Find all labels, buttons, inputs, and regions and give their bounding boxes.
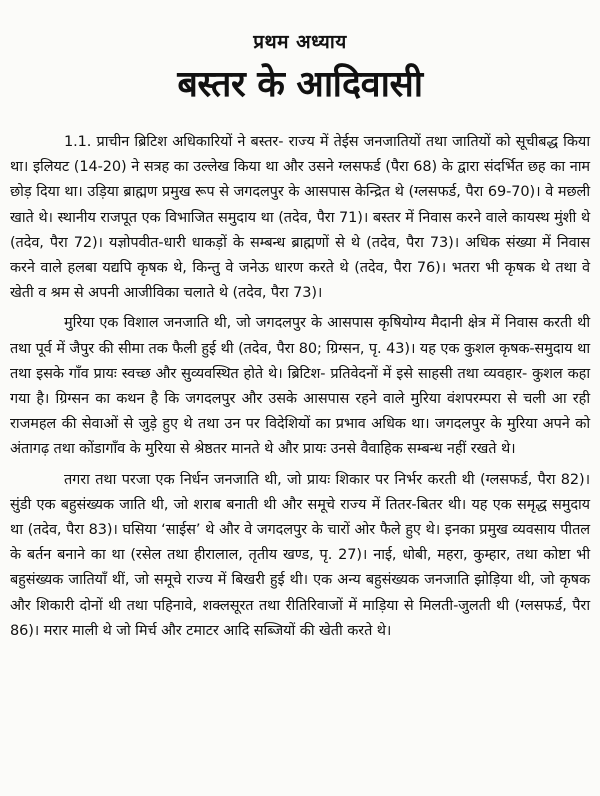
body-text [10,130,590,649]
chapter-label: प्रथम अध्याय [253,31,347,53]
paragraph-3: तगरा तथा परजा एक निर्धन जनजाति थी, जो प्रायः शिकार पर निर्भर करती थी (ग्लसफर्ड, पैरा 82)। सुंडी एक बहुसंख्यक जाति थी, जो शराब बनाती थी और समूचे राज्य में तितर-बितर थी। यह एक समृद्ध समुदाय था (तदेव, पैरा 83)। घसिया ‘साईस’ थे और वे जगदलपुर के चारों ओर फैले हुए थे। इनका प्रमुख व्यवसाय पीतल के बर्तन बनाने का था (रसेल तथा हीरालाल, तृतीय खण्ड, पृ. 27)। नाई, धोबी, महरा, कुम्हार, तथा कोष्टा भी बहुसंख्यक जातियाँ थीं, जो समूचे राज्य में बिखरी हुई थी। एक अन्य बहुसंख्यक जनजाति झोड़िया थी, जो कृषक और शिकारी दोनों थी तथा पहिनावे, शक्लसूरत तथा रीतिरिवाजों में माड़िया से मिलती-जुलती थी (ग्लसफर्ड, पैरा 86)। मरार माली थे जो मिर्च और टमाटर आदि सब्जियों की खेती करते थे। [10,471,590,639]
paragraph-2: मुरिया एक विशाल जनजाति थी, जो जगदलपुर के आसपास कृषियोग्य मैदानी क्षेत्र में निवास करती थी तथा पूर्व में जैपुर की सीमा तक फैली हुई थी (तदेव, पैरा 80; ग्रिग्सन, पृ. 43)। यह एक कुशल कृषक-समुदाय था तथा इसके गाँव प्रायः स्वच्छ और सुव्यवस्थित होते थे। ब्रिटिश- प्रतिवेदनों में इसे साहसी तथा व्यवहार- कुशल कहा गया है। ग्रिग्सन का कथन है कि जगदलपुर और उसके आसपास रहने वाले मुरिया वंशपरम्परा से चली आ रही राजमहल की सेवाओं से जुड़े हुए थे तथा उन पर विदेशियों का प्रभाव अधिक था। जगदलपुर के मुरिया अपने को अंतागढ़ तथा कोंडागाँव के मुरिया से श्रेष्ठतर मानते थे और प्रायः उनसे वैवाहिक सम्बन्ध नहीं रखते थे। [10,315,590,458]
paragraph-1: 1.1. प्राचीन ब्रिटिश अधिकारियों ने बस्तर- राज्य में तेईस जनजातियों तथा जातियों को सूचीबद्ध किया था। इलियट (14-20) ने सत्रह का उल्लेख किया था और उसने ग्लसफर्ड (पैरा 68) के द्वारा संदर्भित छह का नाम छोड़ दिया था। उड़िया ब्राह्मण प्रमुख रूप से जगदलपुर के आसपास केन्द्रित थे (ग्लसफर्ड, पैरा 69-70)। वे मछली खाते थे। स्थानीय राजपूत एक विभाजित समुदाय था (तदेव, पैरा 71)। बस्तर में निवास करने वाले कायस्थ मुंशी थे (तदेव, पैरा 72)। यज्ञोपवीत-धारी धाकड़ों के सम्बन्ध ब्राह्मणों से थे (तदेव, पैरा 73)। अधिक संख्या में निवास करने वाले हलबा यद्यपि कृषक थे, किन्तु वे जनेऊ धारण करते थे (तदेव, पैरा 76)। भतरा भी कृषक थे तथा वे खेती व श्रम से अपनी आजीविका चलाते थे (तदेव, पैरा 73)। [10,134,590,302]
chapter-title: बस्तर के आदिवासी [177,64,423,105]
